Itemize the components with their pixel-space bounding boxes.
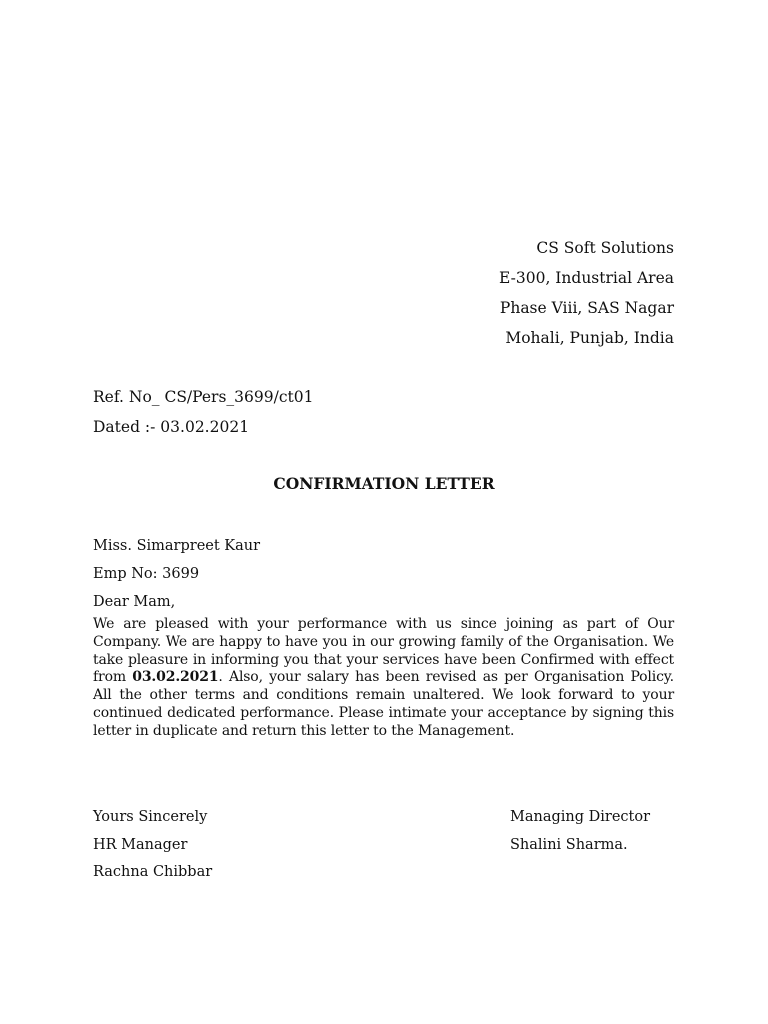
- reference-block: [93, 382, 313, 442]
- closing: Yours Sincerely: [93, 809, 208, 825]
- md-signatory-name: Shalini Sharma.: [510, 836, 628, 853]
- reference-number: Ref. No_ CS/Pers_3699/ct01: [93, 388, 314, 406]
- employee-number: Emp No: 3699: [93, 566, 200, 582]
- salutation: Dear Mam,: [93, 594, 176, 610]
- recipient-name: Miss. Simarpreet Kaur: [93, 538, 261, 554]
- address-line-3: Mohali, Punjab, India: [505, 329, 674, 347]
- md-designation: Managing Director: [510, 809, 651, 825]
- company-address: [499, 233, 674, 353]
- body-text-part-1: We are pleased with your performance with us since joining as part of Our Company. We are happy to have you in our growing family of the Organisation. We take pleasure in informing you that your services have been Confirmed with effect from: [93, 616, 674, 686]
- recipient-block: [93, 532, 260, 616]
- letter-title: CONFIRMATION LETTER: [273, 474, 495, 493]
- effective-date: 03.02.2021: [132, 669, 219, 686]
- letter-body: [93, 616, 674, 741]
- address-line-1: E-300, Industrial Area: [499, 269, 674, 287]
- address-line-2: Phase Viii, SAS Nagar: [499, 299, 674, 317]
- signature-left: [93, 804, 212, 887]
- company-name: CS Soft Solutions: [536, 239, 674, 257]
- hr-signatory-name: Rachna Chibbar: [93, 864, 213, 880]
- signature-right: [510, 804, 650, 859]
- letter-date: Dated :- 03.02.2021: [93, 418, 250, 436]
- body-text-part-2: . Also, your salary has been revised as per Organisation Policy. All the other terms and conditions remain unaltered. We look forward to your continued dedicated performance. Please intimate your acceptance by signing this letter in duplicate and return this letter to the Management.: [93, 669, 674, 739]
- hr-designation: HR Manager: [93, 836, 188, 853]
